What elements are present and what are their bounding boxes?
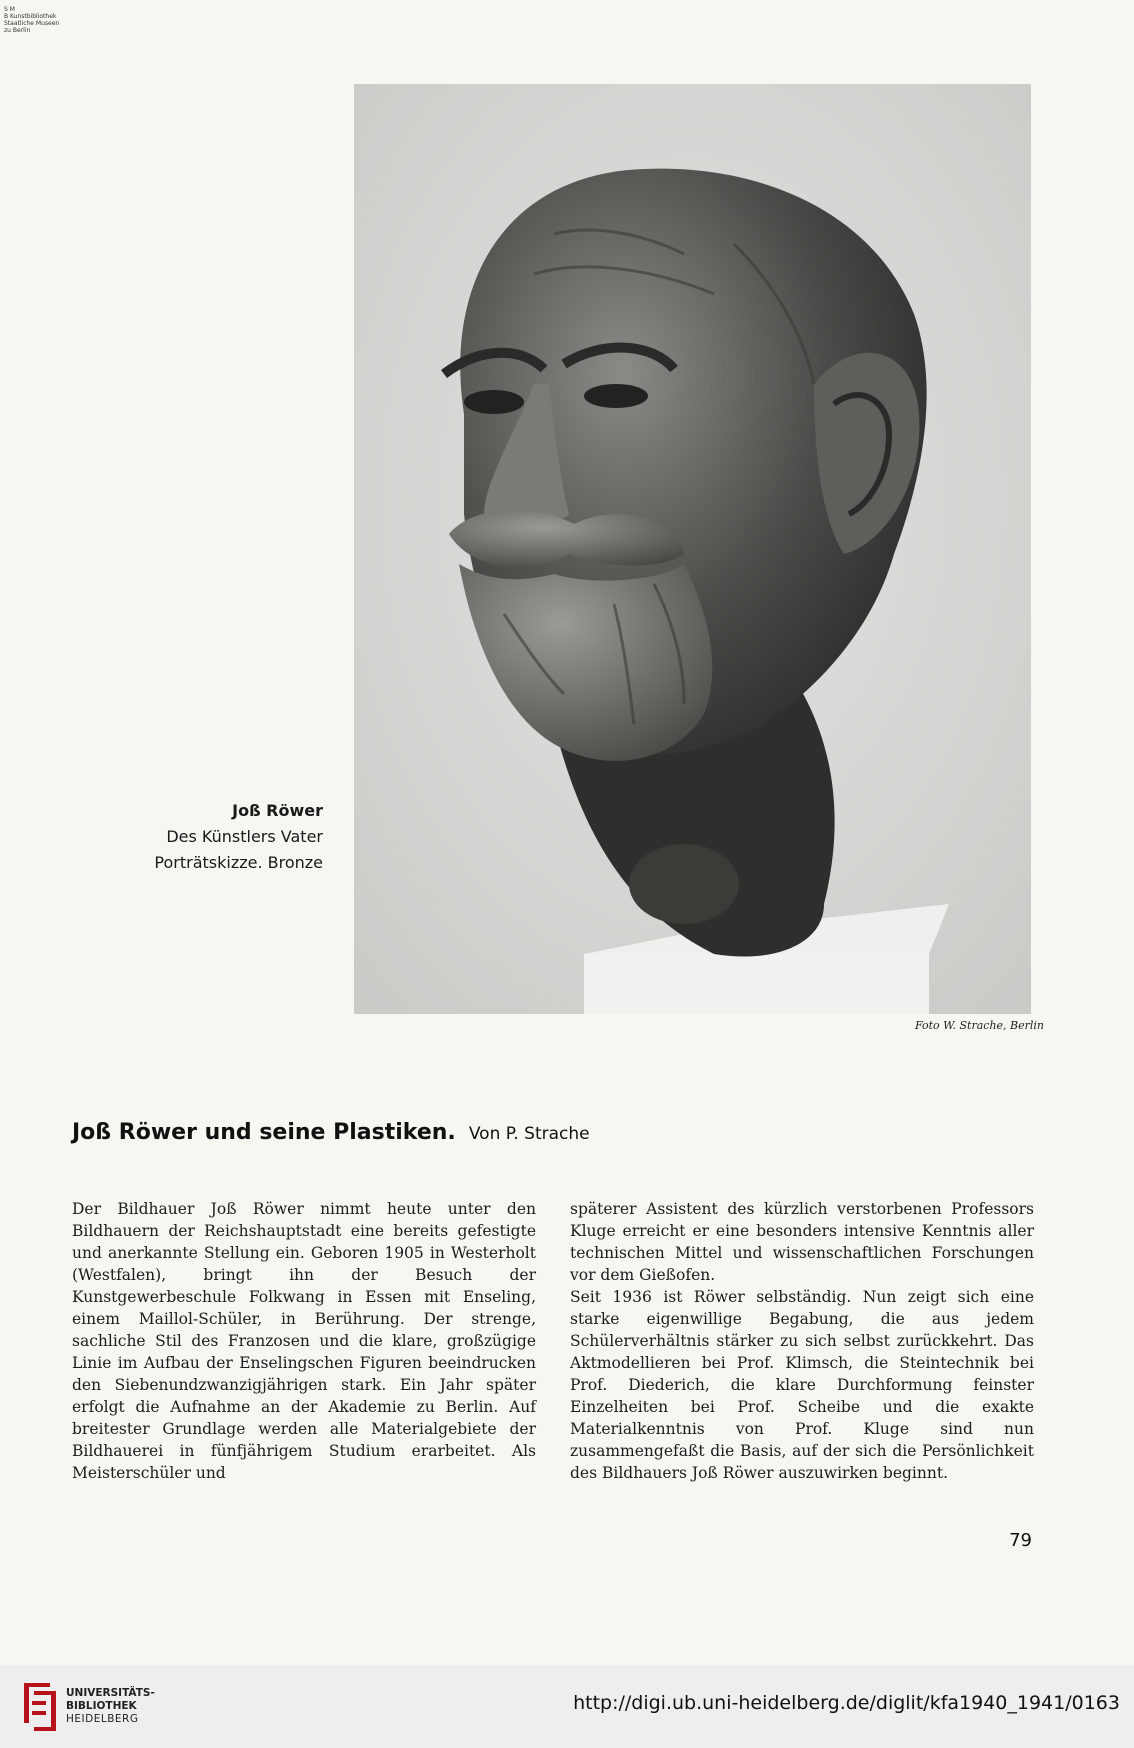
paragraph: Der Bildhauer Joß Röwer nimmt heute unter den Bildhauern der Reichshauptstadt eine bereits gefestigte und anerkannte Stellung ein. Geboren 1905 in Westerholt (Westfalen), bringt ihn der Besuch der Kunstgewerbeschule Folkwang in Essen mit Enseling, einem Maillol-Schüler, in Berührung. Der strenge, sachliche Stil des Franzosen und die klare, großzügige Linie im Aufbau der Enselingschen Figuren beeindrucken den Siebenundzwanzigjährigen stark. Ein Jahr später erfolgt die Aufnahme an der Akademie zu Berlin. Auf breitester Grundlage werden alle Materialgebiete der Bildhauerei in fünfjährigem Studium erarbeitet. Als Meisterschüler und [72, 1200, 536, 1482]
library-name [66, 1687, 155, 1726]
page-number: 79 [1009, 1530, 1032, 1551]
bronze-head-photo [354, 84, 1031, 1014]
stamp-line: B Kunstbibliothek [4, 13, 57, 20]
caption-line: Porträtskizze. Bronze [154, 853, 323, 872]
library-name-line: HEIDELBERG [66, 1713, 139, 1725]
paragraph: späterer Assistent des kürzlich verstorbenen Professors Kluge erreicht er eine besonders intensive Kenntnis aller technischen Mittel und wissenschaftlichen Forschungen vor dem Gießofen. [570, 1200, 1034, 1284]
stamp-line: S M [4, 6, 15, 13]
text-column-left [72, 1198, 536, 1484]
caption-title: Joß Röwer [232, 801, 323, 820]
caption-line: Des Künstlers Vater [166, 827, 323, 846]
text-column-right [570, 1198, 1034, 1484]
stamp-line: zu Berlin [4, 27, 31, 34]
article-title: Joß Röwer und seine Plastiken. [72, 1120, 456, 1145]
permalink-url[interactable]: http://digi.ub.uni-heidelberg.de/diglit/kfa1940_1941/0163 [573, 1692, 1120, 1714]
article-headline [72, 1120, 590, 1145]
stamp-line: Staatliche Museen [4, 20, 60, 27]
digitization-footer [0, 1665, 1134, 1748]
library-name-line: BIBLIOTHEK [66, 1700, 137, 1712]
library-name-line: UNIVERSITÄTS- [66, 1687, 155, 1699]
library-stamp [4, 6, 94, 34]
library-logo-icon [20, 1679, 60, 1735]
article-byline: Von P. Strache [468, 1124, 590, 1144]
photo-credit: Foto W. Strache, Berlin [914, 1019, 1044, 1032]
paragraph: Seit 1936 ist Röwer selbständig. Nun zeigt sich eine starke eigenwillige Begabung, die aus jedem Schülerverhältnis stärker zu sich selbst zurückkehrt. Das Aktmodellieren bei Prof. Klimsch, die Steintechnik bei Prof. Diederich, die klare Durchformung feinster Einzelheiten bei Prof. Scheibe und die exakte Materialkenntnis von Prof. Kluge sind nun zusammengefaßt die Basis, auf der sich die Persönlichkeit des Bildhauers Joß Röwer auszuwirken beginnt. [570, 1288, 1034, 1482]
figure-caption [100, 798, 323, 876]
